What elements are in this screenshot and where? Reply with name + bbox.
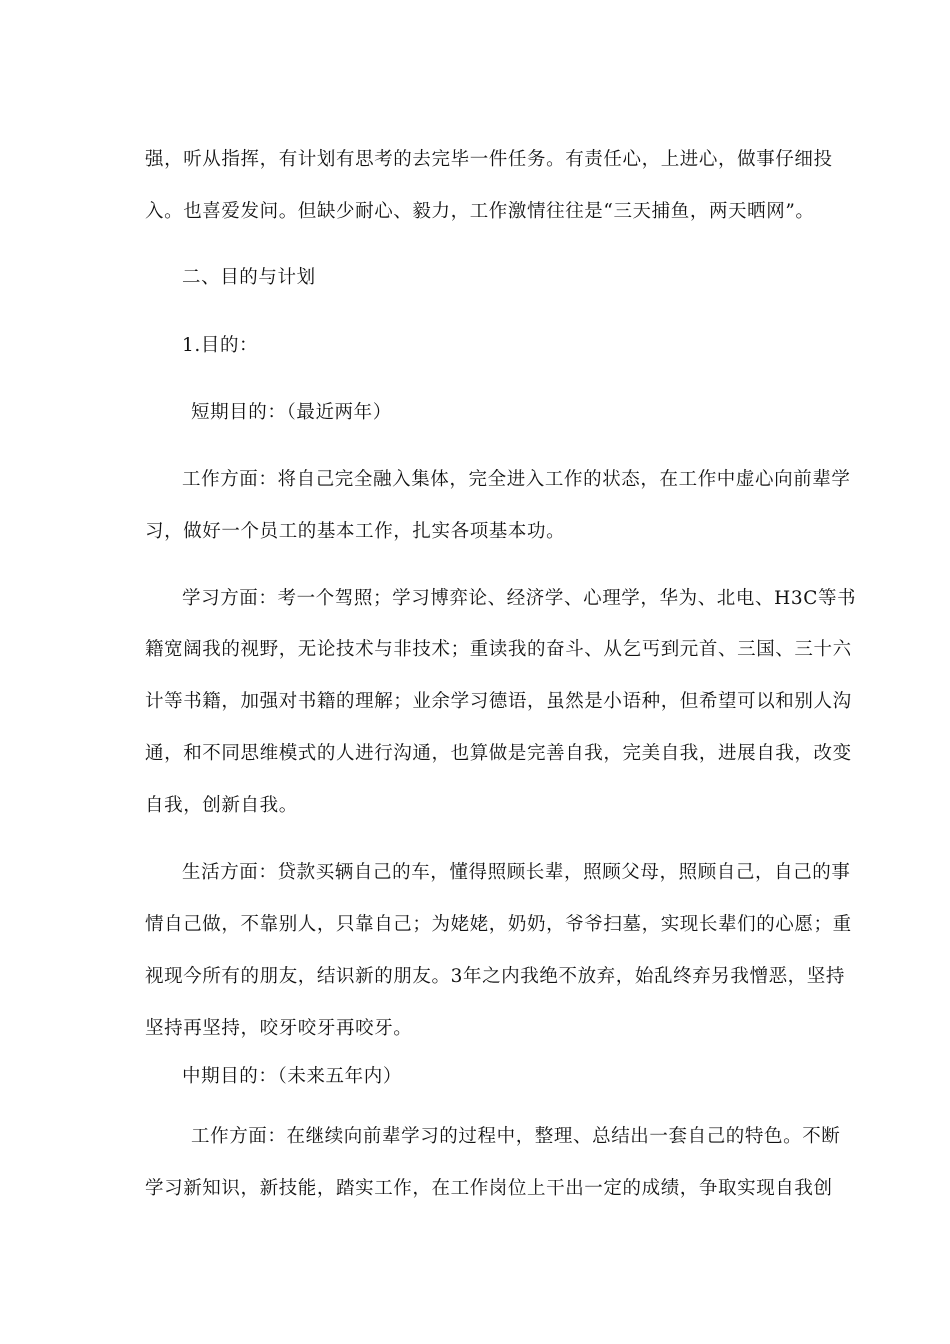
paragraph-line: 习，做好一个员工的基本工作，扎实各项基本功。 — [145, 521, 566, 542]
paragraph-line: 情自己做，不靠别人，只靠自己；为姥姥，奶奶，爷爷扫墓，实现长辈们的心愿；重 — [145, 914, 852, 935]
subsection-heading: 中期目的：（未来五年内） — [182, 1066, 402, 1087]
paragraph-line: 视现今所有的朋友，结识新的朋友。3年之内我绝不放弃，始乱终弃另我憎恶，坚持 — [145, 966, 845, 987]
paragraph-line: 自我，创新自我。 — [145, 795, 298, 816]
paragraph-line: 工作方面：在继续向前辈学习的过程中，整理、总结出一套自己的特色。不断 — [191, 1126, 841, 1147]
section-heading: 二、目的与计划 — [182, 267, 316, 288]
paragraph-line: 强，听从指挥，有计划有思考的去完毕一件任务。有责任心，上进心，做事仔细投 — [145, 149, 833, 170]
paragraph-line: 学习新知识，新技能，踏实工作，在工作岗位上干出一定的成绩，争取实现自我创 — [145, 1178, 833, 1199]
paragraph-line: 计等书籍，加强对书籍的理解；业余学习德语，虽然是小语种，但希望可以和别人沟 — [145, 691, 852, 712]
paragraph-line: 学习方面：考一个驾照；学习博弈论、经济学、心理学，华为、北电、H3C等书 — [182, 588, 857, 609]
paragraph-line: 籍宽阔我的视野，无论技术与非技术；重读我的奋斗、从乞丐到元首、三国、三十六 — [145, 639, 852, 660]
paragraph-line: 入。也喜爱发问。但缺少耐心、毅力，工作激情往往是“三天捕鱼，两天晒网”。 — [145, 201, 815, 222]
paragraph-line: 通，和不同思维模式的人进行沟通，也算做是完善自我，完美自我，进展自我，改变 — [145, 743, 852, 764]
paragraph-line: 坚持再坚持，咬牙咬牙再咬牙。 — [145, 1018, 413, 1039]
paragraph-line: 工作方面：将自己完全融入集体，完全进入工作的状态，在工作中虚心向前辈学 — [182, 469, 851, 490]
subsection-heading: 短期目的：（最近两年） — [191, 402, 392, 423]
paragraph-line: 生活方面：贷款买辆自己的车，懂得照顾长辈，照顾父母，照顾自己，自己的事 — [182, 862, 851, 883]
subsection-heading: 1.目的： — [182, 335, 259, 356]
